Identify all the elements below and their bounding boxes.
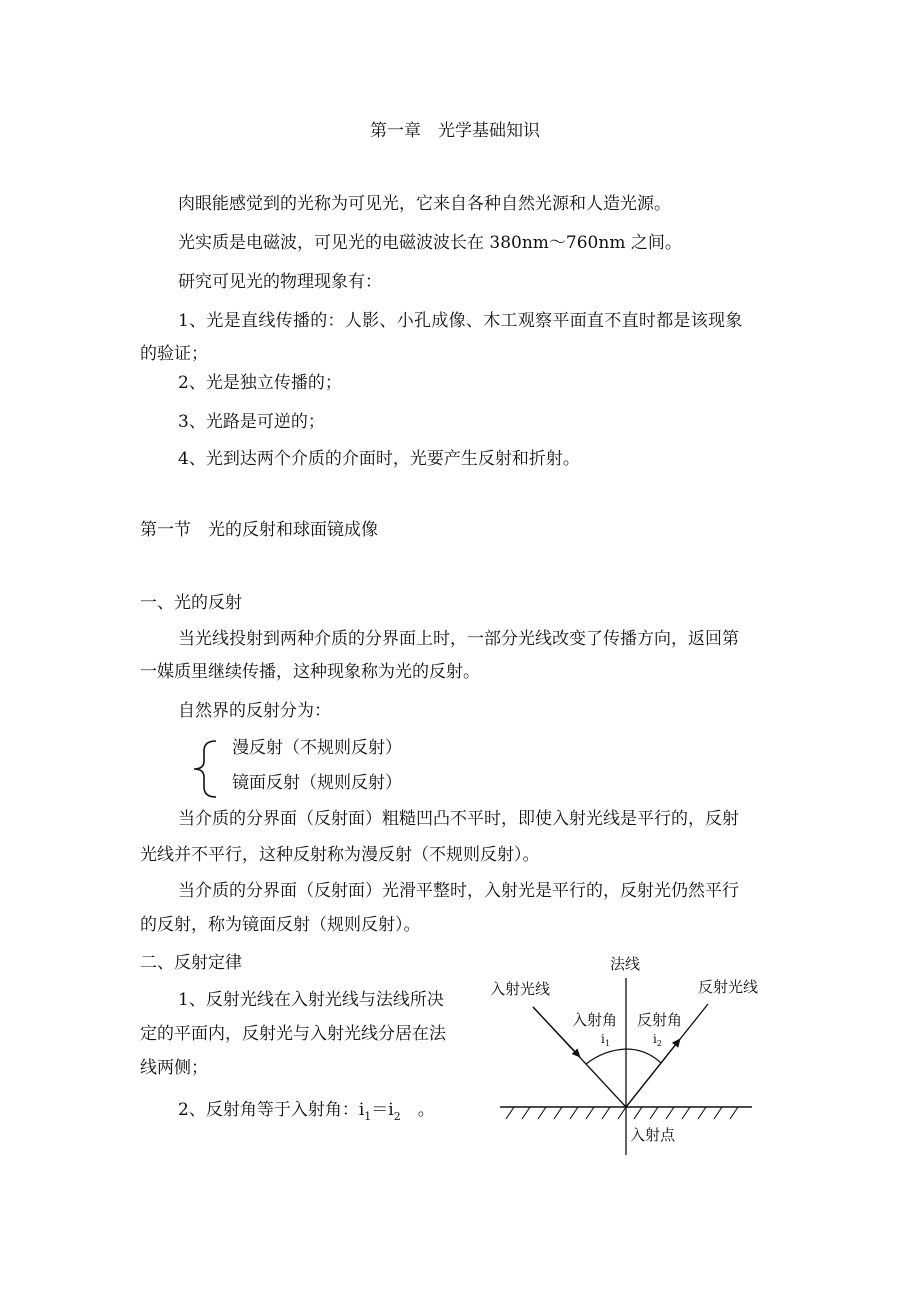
intro-paragraph-2: 光实质是电磁波，可见光的电磁波波长在 380nm～760nm 之间。 — [178, 233, 682, 253]
angle-i1-base: i — [601, 1032, 605, 1046]
reflected-angle-label: 反射角 — [637, 1011, 683, 1029]
angle-i1-label — [601, 1033, 610, 1047]
reflection-definition-line-2: 一媒质里继续传播，这种现象称为光的反射。 — [140, 662, 480, 682]
phenomenon-3: 3、光路是可逆的； — [178, 412, 325, 432]
mirror-hatching — [506, 1107, 738, 1119]
phenomenon-1-line-1: 1、光是直线传播的：人影、小孔成像、木工观察平面直不直时都是该现象 — [178, 311, 743, 331]
heading-reflection-law: 二、反射定律 — [140, 953, 242, 973]
law-2-sub-2: 2 — [393, 1110, 401, 1123]
law-1-line-1: 1、反射光线在入射光线与法线所决 — [178, 990, 444, 1010]
phenomenon-2: 2、光是独立传播的； — [178, 373, 342, 393]
angle-i2-base: i — [653, 1032, 657, 1046]
law-1-line-3: 线两侧； — [140, 1058, 208, 1078]
law-2-prefix: 2、反射角等于入射角：i — [178, 1100, 365, 1120]
specular-explanation-line-2: 的反射，称为镜面反射（规则反射）。 — [140, 915, 421, 935]
law-2-end: 。 — [400, 1100, 435, 1120]
diffuse-explanation-line-2: 光线并不平行，这种反射称为漫反射（不规则反射）。 — [140, 845, 540, 865]
law-2-mid: ＝i — [371, 1100, 394, 1120]
incident-angle-arc — [586, 1049, 626, 1064]
law-1-line-2: 定的平面内，反射光与入射光线分居在法 — [140, 1024, 446, 1044]
reflection-definition-line-1: 当光线投射到两种介质的分界面上时，一部分光线改变了传播方向，返回第 — [178, 629, 739, 649]
specular-explanation-line-1: 当介质的分界面（反射面）光滑平整时，入射光是平行的，反射光仍然平行 — [178, 881, 739, 901]
angle-i2-sub: 2 — [656, 1039, 662, 1048]
incidence-point-label: 入射点 — [630, 1126, 676, 1144]
chapter-title: 第一章 光学基础知识 — [370, 121, 540, 141]
incident-angle-label: 入射角 — [572, 1011, 618, 1029]
law-2 — [178, 1099, 435, 1123]
reflection-law-diagram — [480, 950, 760, 1170]
reflected-ray-label: 反射光线 — [698, 978, 759, 996]
reflection-types-intro: 自然界的反射分为： — [178, 701, 331, 721]
curly-brace-icon — [188, 737, 228, 801]
angle-i1-sub: 1 — [604, 1039, 610, 1048]
angle-i2-label — [653, 1033, 662, 1047]
intro-paragraph-1: 肉眼能感觉到的光称为可见光，它来自各种自然光源和人造光源。 — [178, 194, 671, 214]
diffuse-explanation-line-1: 当介质的分界面（反射面）粗糙凹凸不平时，即使入射光线是平行的，反射 — [178, 809, 739, 829]
section-title: 第一节 光的反射和球面镜成像 — [140, 520, 378, 540]
normal-label: 法线 — [610, 955, 641, 973]
heading-reflection: 一、光的反射 — [140, 593, 242, 613]
law-2-sub-1: 1 — [364, 1110, 372, 1123]
phenomenon-1-line-2: 的验证； — [140, 344, 208, 364]
reflected-angle-arc — [626, 1049, 661, 1063]
diffuse-reflection-item: 漫反射（不规则反射） — [232, 738, 402, 758]
phenomenon-4: 4、光到达两个介质的介面时，光要产生反射和折射。 — [178, 449, 580, 469]
specular-reflection-item: 镜面反射（规则反射） — [232, 773, 402, 793]
incident-ray-label: 入射光线 — [490, 980, 551, 998]
intro-paragraph-3: 研究可见光的物理现象有： — [178, 272, 382, 292]
